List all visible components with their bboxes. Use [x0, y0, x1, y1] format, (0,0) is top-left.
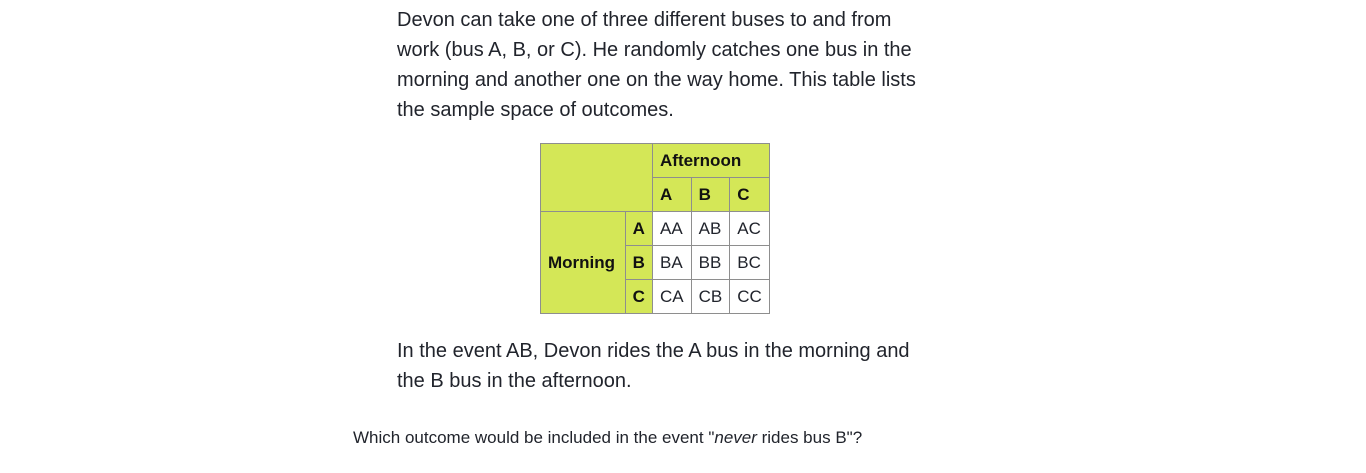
- table-cell: BC: [730, 246, 770, 280]
- column-label-a: A: [653, 178, 692, 212]
- row-label-c: C: [625, 280, 653, 314]
- table-cell: AA: [653, 212, 692, 246]
- question-text-start: Which outcome would be included in the event ": [353, 428, 715, 447]
- table-cell: CA: [653, 280, 692, 314]
- table-cell: AB: [691, 212, 730, 246]
- table-cell: AC: [730, 212, 770, 246]
- table-cell: BA: [653, 246, 692, 280]
- sample-space-table: [540, 143, 770, 314]
- row-label-b: B: [625, 246, 653, 280]
- morning-header: Morning: [541, 212, 626, 314]
- table-row: [541, 212, 770, 246]
- afternoon-header: Afternoon: [653, 144, 770, 178]
- intro-paragraph: Devon can take one of three different buses to and from work (bus A, B, or C). He randomly catches one bus in the morning and another one on the way home. This table lists the sample space of outcomes.: [397, 9, 916, 121]
- table-cell: BB: [691, 246, 730, 280]
- question-text-end: rides bus B"?: [756, 428, 863, 447]
- table-corner-cell: [541, 144, 653, 212]
- table-header-row: [541, 144, 770, 178]
- column-label-b: B: [691, 178, 730, 212]
- column-label-c: C: [730, 178, 770, 212]
- question-prompt: [353, 425, 862, 451]
- row-label-a: A: [625, 212, 653, 246]
- event-explanation: In the event AB, Devon rides the A bus in the morning and the B bus in the afternoon.: [397, 340, 910, 392]
- table-cell: CB: [691, 280, 730, 314]
- question-emphasis: never: [714, 428, 757, 447]
- table-cell: CC: [730, 280, 770, 314]
- sample-space-table-wrap: [540, 143, 770, 314]
